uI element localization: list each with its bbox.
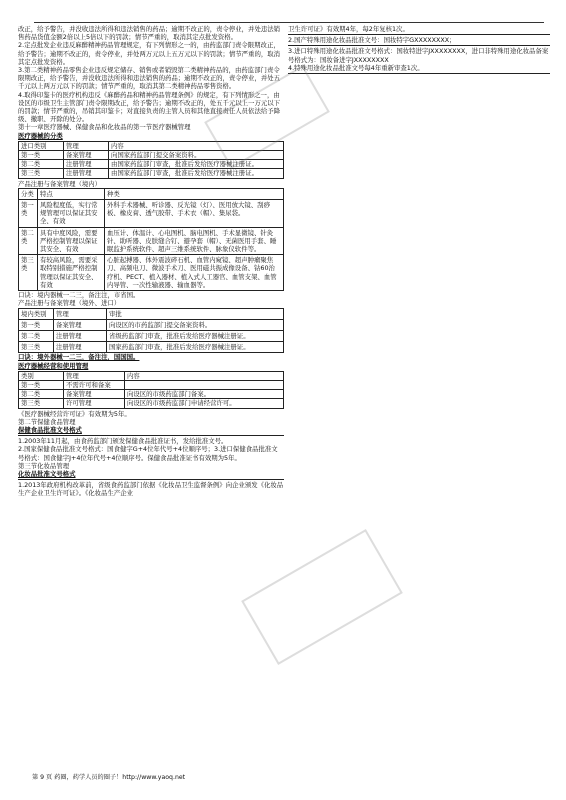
table-cell: 血压计、体温计、心电图机、脑电图机、手术显微镜、针灸针、助听器、皮肤缝合钉、避孕套（帽）、无菌医用手套、睡眠监护系统软件、超声三维系统软件、脉象仪软件等。 — [105, 227, 284, 255]
table-cell: 向国家药监部门提交备案资料。 — [109, 151, 284, 160]
device-class-table — [18, 141, 284, 179]
table-row — [19, 151, 284, 160]
table-row — [19, 330, 284, 341]
table-cell: 由国家药监部门审查，批准后发给医疗器械注册证。 — [109, 160, 284, 169]
table-cell: 第一类 — [19, 319, 54, 330]
table-cell: 向设区的市级药监部门申请经营许可。 — [125, 399, 284, 408]
mnemonic-bold: 口诀：境外器械一二三，备注注，国国国。 — [18, 353, 140, 362]
table-header: 类别 — [19, 371, 64, 380]
table-cell: 由国家药监部门审查，批准后发给医疗器械注册证。 — [109, 169, 284, 178]
divider — [18, 479, 284, 480]
table-cell: 国家药监部门审查，批准后发给医疗器械注册证。 — [107, 342, 284, 353]
table-row — [19, 319, 284, 330]
table-cell: 注册管理 — [64, 160, 109, 169]
table-header: 境内类别 — [19, 308, 54, 319]
table-header: 内容 — [109, 141, 284, 150]
table-header: 管理 — [54, 308, 107, 319]
table-cell: 注册管理 — [54, 330, 107, 341]
paragraph: 《医疗器械经营许可证》有效期为5年。 — [18, 409, 131, 418]
page-footer: 第 9 页 药圈，药学人员的圈子！http://www.yaoq.net — [32, 774, 186, 781]
paragraph: 2.国产特殊用途化妆品批准文号：国妆特字GXXXXXXXX； — [288, 36, 456, 45]
table-row — [19, 390, 284, 399]
table-cell: 备案管理 — [64, 390, 125, 399]
header-rule — [34, 22, 544, 23]
reg-domestic-table — [18, 188, 284, 291]
table-header: 管理 — [64, 371, 125, 380]
divider — [288, 73, 550, 74]
table-header: 进口类别 — [19, 141, 64, 150]
table-header: 特点 — [38, 188, 105, 199]
table-cell: 第二类 — [19, 160, 64, 169]
table-cell: 第一类 — [19, 380, 64, 389]
paragraph: 3.进口特殊用途化妆品批准文号格式：国妆特进字JXXXXXXXX，进口非特殊用途化妆品备案号格式为：国妆备进字JXXXXXXXX — [288, 47, 549, 64]
table-cell: 向设区的市级药监部门备案。 — [125, 390, 284, 399]
paragraph: 1.2013年政府机构改革前，省级食药监部门依据《化妆品卫生监督条例》向企业颁发《化妆品生产企业卫生许可证》。《化妆品生产企业 — [18, 481, 284, 498]
table-cell: 第二类 — [19, 390, 64, 399]
table-header: 分类 — [19, 188, 38, 199]
table-cell: 不需许可和备案 — [64, 380, 125, 389]
table-cell: 具有中度风险，需要严格控制管理以保证其安全、有效 — [38, 227, 105, 255]
section-title: 第三节化妆品管理 — [18, 461, 70, 470]
table-title: 产品注册与备案管理（境外、进口） — [18, 299, 121, 308]
table-cell: 注册管理 — [64, 169, 109, 178]
table-header: 管理 — [64, 141, 109, 150]
table-header: 内容 — [125, 371, 284, 380]
table-row — [19, 160, 284, 169]
table-header: 种类 — [105, 188, 284, 199]
mnemonic: 口诀：境内器械一二三，备注注，市省国。 — [18, 291, 140, 300]
table-cell: 心脏起搏器、体外震波碎石机、血管内窥镜、超声肿瘤聚焦刀、高频电刀、微波手术刀、医用磁共振成像设备、钴60治疗机、PECT、植入器材、植入式人工器官、血管支架、血管内导管、一次性输液器、输血器等。 — [105, 255, 284, 291]
divider — [18, 435, 284, 436]
right-column — [288, 25, 550, 75]
paragraph: 3.第二类精神药品零售企业违反规定储存、销售或者销毁第二类精神药品的，由药监部门责令限期改正，给予警告，并没收违法所得和违法销售的药品；逾期不改正的，责令停业，并处五千元以上两万元以下的罚款；情节严重的，取消其第二类精神药品零售资格。 — [18, 66, 281, 91]
table-title: 产品注册与备案管理（境内） — [18, 179, 102, 188]
table-cell: 风险程度低，实行常规管理可以保证其安全、有效 — [38, 200, 105, 228]
watermark-stamp — [241, 529, 403, 665]
table-cell: 第三类 — [19, 342, 54, 353]
paragraph: 2.定点批发企业违反麻醉精神药品管理规定，有下列情形之一的，由药监部门责令限期改正，给予警告；逾期不改正的，责令停业，并处两万元以上五万元以下的罚款；情节严重的，取消其定点批发资格。 — [18, 41, 281, 66]
table-cell: 第二类 — [19, 227, 38, 255]
table-cell: 备案管理 — [54, 319, 107, 330]
section-heading: 化妆品批准文号格式 — [18, 469, 76, 478]
table-cell: 第三类 — [19, 255, 38, 291]
chapter-title: 第十一章医疗器械、保健食品和化妆品的第一节医疗器械管理 — [18, 123, 191, 132]
table-cell: 第一类 — [19, 151, 64, 160]
table-row — [19, 169, 284, 178]
table-cell: 第三类 — [19, 399, 64, 408]
section-heading: 医疗器械的分类 — [18, 131, 63, 140]
left-column — [18, 25, 284, 498]
paragraph: 1.2003年11月起，由食药监部门颁发保健食品批准证书，发给批准文号。 — [18, 437, 228, 446]
table-row — [19, 399, 284, 408]
table-header: 审批 — [107, 308, 284, 319]
section-heading: 医疗器械经营和使用管理 — [18, 361, 89, 370]
table-cell: 许可管理 — [64, 399, 125, 408]
paragraph: 4.特殊用途化妆品批准文号每4年重新审查1次。 — [288, 63, 424, 72]
table-cell: 备案管理 — [64, 151, 109, 160]
table-cell — [125, 380, 284, 389]
table-cell: 第二类 — [19, 330, 54, 341]
table-row — [19, 200, 284, 228]
paragraph: 2.国家保健食品批准文号格式：国食健字G+4位年代号+4位顺序号；3.进口保健食品批准文号格式：国食健字J+4位年代号+4位顺序号。保健食品批准证书有效期为5年。 — [18, 445, 278, 462]
table-cell: 第三类 — [19, 169, 64, 178]
table-row — [19, 342, 284, 353]
table-cell: 省级药监部门审查，批准后发给医疗器械注册证。 — [107, 330, 284, 341]
paragraph: 4.取得印鉴卡的医疗机构违反《麻醉药品和精神药品管理条例》的规定，有下列情形之一，由设区的市级卫生主管部门责令限期改正，给予警告；逾期不改正的，处五千元以上一万元以下的罚款；情节严重的，吊销其印鉴卡；对直接负责的主管人员和其他直接责任人员依法给予降级、撤职、开除的处分。 — [18, 90, 281, 124]
table-row — [19, 380, 284, 389]
reg-import-table — [18, 308, 284, 354]
table-row — [19, 227, 284, 255]
table-cell: 有较高风险，需要采取特别措施严格控制管理以保证其安全、有效 — [38, 255, 105, 291]
ops-table — [18, 371, 284, 409]
table-cell: 第一类 — [19, 200, 38, 228]
paragraph: 改正，给予警告，并没收违法所得和违法销售的药品；逾期不改正的，责令停业，并处违法销售药品货值金额2倍以上5倍以下的罚款；情节严重的，取消其定点批发资格。 — [18, 25, 281, 42]
section-title: 第二节保健食品管理 — [18, 417, 76, 426]
paragraph: 卫生许可证》有效期4年，每2年复核1次。 — [288, 25, 409, 33]
table-cell: 向设区的市药监部门提交备案资料。 — [107, 319, 284, 330]
section-heading: 保健食品批准文号格式 — [18, 425, 82, 434]
table-row — [19, 255, 284, 291]
table-cell: 外科手术器械、听诊器、反光镜（灯）、医用放大镜、刮痧板、橡皮膏、透气胶带、手术衣（帽）、集尿袋。 — [105, 200, 284, 228]
table-cell: 注册管理 — [54, 342, 107, 353]
